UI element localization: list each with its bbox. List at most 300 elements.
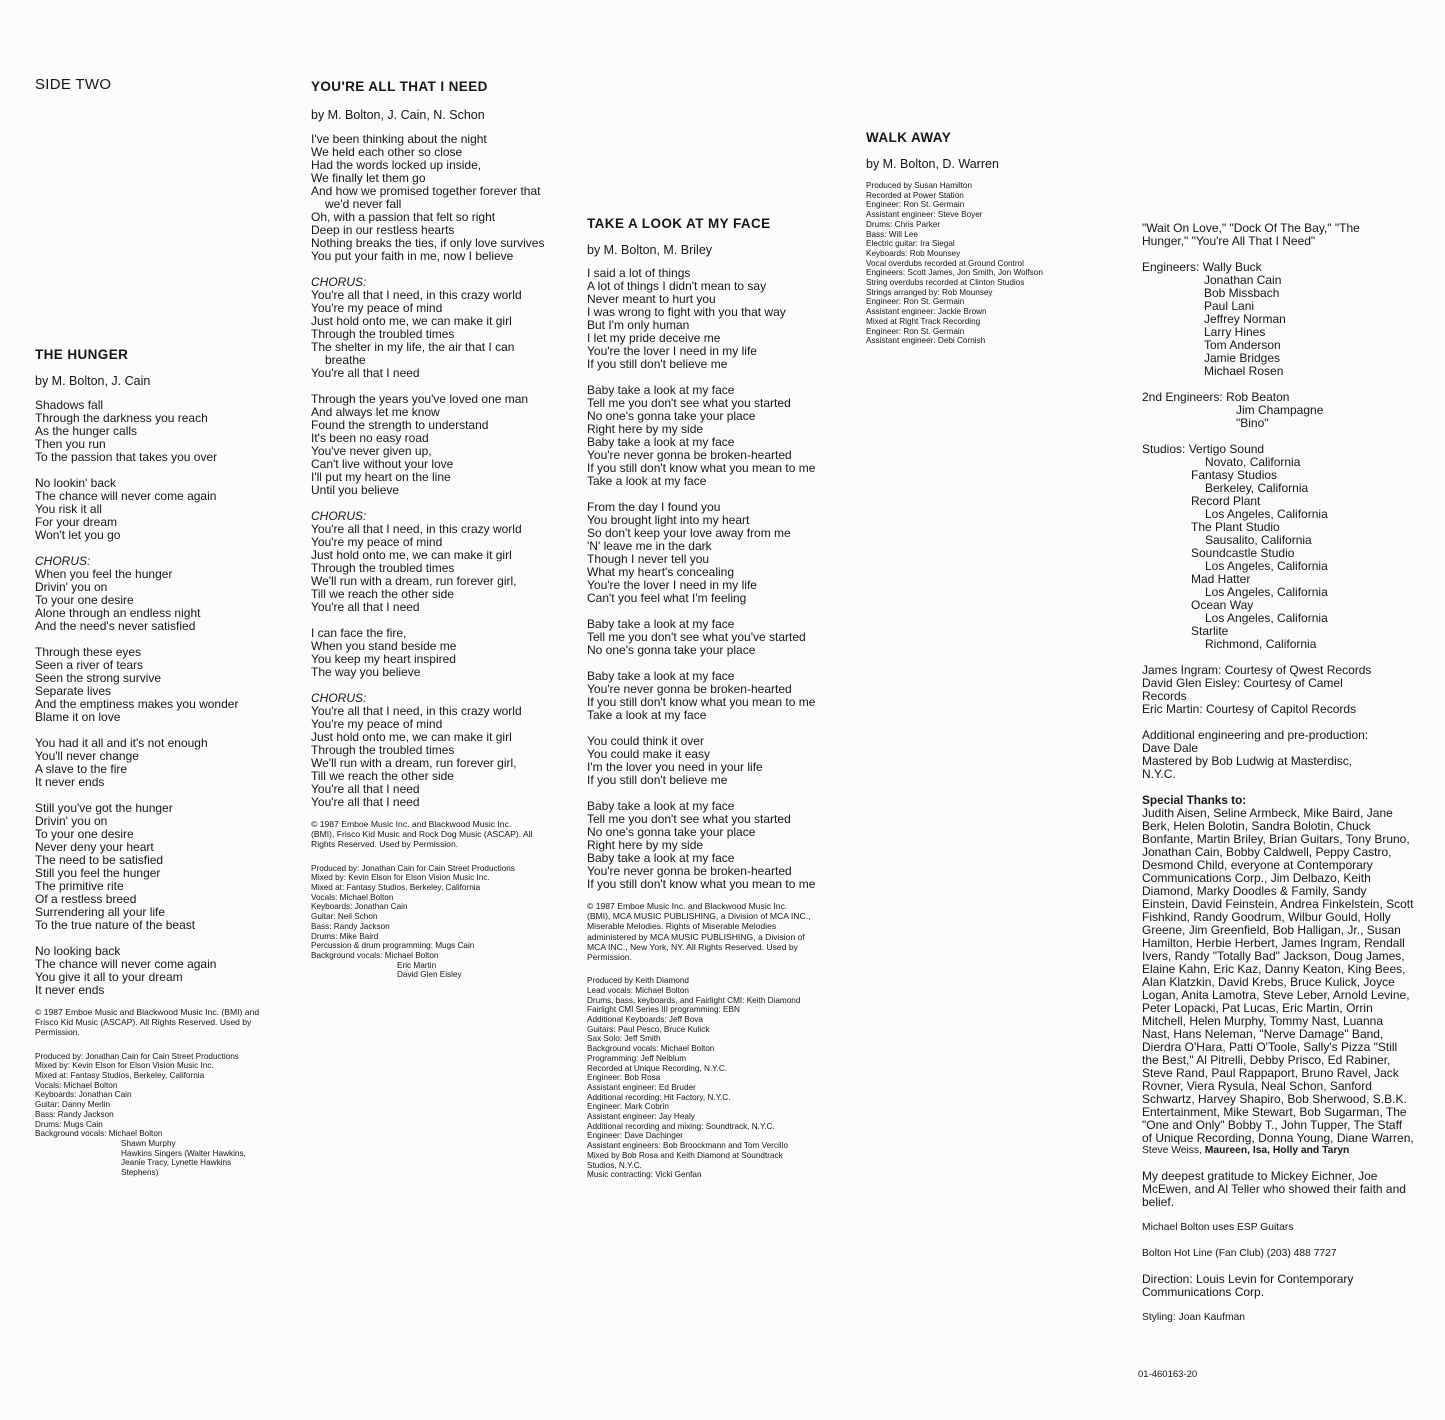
studio-name: Fantasy Studios xyxy=(1191,468,1278,482)
lyric-line: I can face the fire, xyxy=(311,626,407,640)
credit-line: Mixed by: Kevin Elson for Elson Vision Music Inc. xyxy=(311,873,490,883)
engineer-name: Paul Lani xyxy=(1204,299,1255,313)
lyric-line: Tell me you don't see what you started xyxy=(587,396,791,410)
lyric-line: Baby take a look at my face xyxy=(587,799,735,813)
songwriters-hunger: by M. Bolton, J. Cain xyxy=(35,374,151,388)
lyric-line: Baby take a look at my face xyxy=(587,851,735,865)
lyric-line: The chance will never come again xyxy=(35,489,217,503)
engineers-list xyxy=(1142,274,1422,378)
credit-line: Bass: Randy Jackson xyxy=(35,1109,114,1119)
credit-line: Mixed by: Kevin Elson for Elson Vision Music Inc. xyxy=(35,1061,214,1071)
studio-location: Los Angeles, California xyxy=(1205,611,1328,625)
lyric-line: You're my peace of mind xyxy=(311,301,443,315)
lyric-line: And how we promised together forever that xyxy=(311,184,541,198)
lyric-line: No one's gonna take your place xyxy=(587,825,756,839)
lyric-line: You've never given up, xyxy=(311,444,432,458)
gratitude-line: belief. xyxy=(1142,1195,1175,1210)
studio-name: Starlite xyxy=(1191,624,1229,638)
direction-note xyxy=(1142,1273,1422,1299)
lyric-line: I let my pride deceive me xyxy=(587,331,721,345)
credit-line: Music contracting: Vicki Genfan xyxy=(587,1170,702,1180)
lyric-line: Just hold onto me, we can make it girl xyxy=(311,314,512,328)
studio-name: Soundcastle Studio xyxy=(1191,546,1295,560)
lyric-line: The shelter in my life, the air that I can xyxy=(311,340,515,354)
thanks-line: Steve Weiss, xyxy=(1142,1145,1205,1156)
thanks-line: Jonathan Cain, Bobby Caldwell, Peppy Castro, xyxy=(1142,845,1392,859)
lyric-line: I've been thinking about the night xyxy=(311,132,487,146)
lyric-line: Take a look at my face xyxy=(587,474,707,488)
lyric-line: You risk it all xyxy=(35,502,102,516)
lyric-line: Seen the strong survive xyxy=(35,671,162,685)
engineers-block xyxy=(1142,261,1422,378)
lyric-line: It never ends xyxy=(35,983,105,997)
lyric-line: Drivin' you on xyxy=(35,814,108,828)
thanks-line: Hamilton, Herbie Herbert, James Ingram, Rendall xyxy=(1142,936,1405,950)
lyric-stanza xyxy=(587,501,862,605)
lyric-line: No one's gonna take your place xyxy=(587,409,756,423)
lyric-line: No looking back xyxy=(35,944,121,958)
hunger-column xyxy=(35,347,295,1178)
lyric-line: The way you believe xyxy=(311,665,421,679)
lyric-line: Take a look at my face xyxy=(587,708,707,722)
lyric-line: You're all that I need xyxy=(311,782,420,796)
lyric-line: Tell me you don't see what you started xyxy=(587,812,791,826)
engineer-name: Rob Beaton xyxy=(1226,390,1290,404)
lyric-line: You're my peace of mind xyxy=(311,717,443,731)
song-title-hunger: THE HUNGER xyxy=(35,347,129,362)
credit-line: String overdubs recorded at Clinton Studios xyxy=(866,278,1025,288)
thanks-line: Entertainment, Mike Stewart, Bob Sugarman, The xyxy=(1142,1105,1407,1119)
lyric-line: You're all that I need, in this crazy world xyxy=(311,704,522,718)
lyric-line: Then you run xyxy=(35,437,106,451)
engineer-name: Jim Champagne xyxy=(1236,403,1324,417)
lyric-line: We'll run with a dream, run forever girl, xyxy=(311,756,517,770)
lyric-line: Through the troubled times xyxy=(311,561,455,575)
lyric-line: No lookin' back xyxy=(35,476,116,490)
lyric-line: If you still don't know what you mean to me xyxy=(587,461,816,475)
lyric-line: Found the strength to understand xyxy=(311,418,489,432)
lyric-line: To your one desire xyxy=(35,593,134,607)
engineer-name: Michael Rosen xyxy=(1204,364,1284,378)
catalog-number: 01-460163-20 xyxy=(1138,1369,1198,1380)
thanks-line: Peter Lopacki, Pat Lucas, Eric Martin, Orrin xyxy=(1142,1001,1373,1015)
lyric-line: Till we reach the other side xyxy=(311,587,454,601)
lyric-line: You're never gonna be broken-hearted xyxy=(587,864,792,878)
lyric-line: And the need's never satisfied xyxy=(35,619,196,633)
credit-line: Bass: Will Lee xyxy=(866,229,918,239)
lyric-line: So don't keep your love away from me xyxy=(587,526,791,540)
studio-location: Los Angeles, California xyxy=(1205,507,1328,521)
lyric-line: As the hunger calls xyxy=(35,424,138,438)
second-engineers-label: 2nd Engineers: xyxy=(1142,390,1223,404)
lyric-line: Just hold onto me, we can make it girl xyxy=(311,730,512,744)
lyric-stanza xyxy=(587,618,862,657)
credit-line: Drums, bass, keyboards, and Fairlight CMI: Keith Diamond xyxy=(587,995,801,1005)
credit-line: Electric guitar: Ira Siegal xyxy=(866,239,955,249)
credit-line: David Glen Eisley xyxy=(397,970,462,980)
lyric-line: Won't let you go xyxy=(35,528,121,542)
credit-line: Assistant engineer: Debi Cornish xyxy=(866,336,986,346)
credit-line: Engineer: Ron St. Germain xyxy=(866,326,965,336)
lyric-line: From the day I found you xyxy=(587,500,721,514)
courtesy-line: James Ingram: Courtesy of Qwest Records xyxy=(1142,663,1372,677)
copyright-line: Permission. xyxy=(35,1027,80,1038)
courtesy-line: Eric Martin: Courtesy of Capitol Records xyxy=(1142,702,1357,716)
songs-line-text: "Wait On Love," "Dock Of The Bay," "The xyxy=(1142,221,1360,235)
lyric-line: I'll put my heart on the line xyxy=(311,470,451,484)
lyric-stanza xyxy=(311,627,581,679)
additional-line: Mastered by Bob Ludwig at Masterdisc, xyxy=(1142,754,1353,768)
styling-note: Styling: Joan Kaufman xyxy=(1142,1312,1246,1324)
credit-line: Keyboards: Jonathan Cain xyxy=(35,1090,132,1100)
second-engineers-list xyxy=(1142,404,1422,430)
lyric-line: Still you feel the hunger xyxy=(35,866,161,880)
lyric-line: Can't live without your love xyxy=(311,457,454,471)
credits-hunger xyxy=(35,1052,295,1178)
lyric-line: If you still don't know what you mean to me xyxy=(587,695,816,709)
lyric-line: No one's gonna take your place xyxy=(587,643,756,657)
chorus-label: CHORUS: xyxy=(311,275,367,289)
lyric-line: Through the troubled times xyxy=(311,743,455,757)
lyric-line: The need to be satisfied xyxy=(35,853,164,867)
lyric-line: What my heart's concealing xyxy=(587,565,735,579)
lyric-line: You're all that I need, in this crazy world xyxy=(311,522,522,536)
studio-location: Richmond, California xyxy=(1205,637,1317,651)
copyright-hunger xyxy=(35,1007,295,1038)
gratitude-line: My deepest gratitude to Mickey Eichner, Joe xyxy=(1142,1169,1378,1184)
thanks-line: "One and Only" Bobby T., John Tupper, The Staff xyxy=(1142,1118,1403,1132)
lyric-line: Oh, with a passion that felt so right xyxy=(311,210,496,224)
studio-name: Mad Hatter xyxy=(1191,572,1251,586)
lyric-stanza xyxy=(311,133,581,263)
lyric-line: To your one desire xyxy=(35,827,134,841)
lyric-line: Of a restless breed xyxy=(35,892,137,906)
lyric-stanza xyxy=(35,477,295,542)
credit-line: Assistant engineer: Jackie Brown xyxy=(866,307,987,317)
thanks-line: Einstein, David Feinstein, Andrea Finkelstein, Scott xyxy=(1142,897,1414,911)
lyric-line: The primitive rite xyxy=(35,879,124,893)
credit-line: Fairlight CMI Series III programming: EBN xyxy=(587,1005,740,1015)
thanks-line: Schwartz, Harvey Shapiro, Bob Sherwood, S.B.K. xyxy=(1142,1092,1407,1106)
credit-line: Engineer: Dave Dachinger xyxy=(587,1131,684,1141)
credit-line: Additional recording and mixing: Soundtrack, N.Y.C. xyxy=(587,1121,775,1131)
lyric-line: Blame it on love xyxy=(35,710,121,724)
lyric-stanza xyxy=(311,276,581,380)
second-engineers-block xyxy=(1142,391,1422,430)
credit-line: Produced by: Jonathan Cain for Cain Street Productions xyxy=(311,863,515,873)
lyric-line: We held each other so close xyxy=(311,145,463,159)
song-title-walk-away: WALK AWAY xyxy=(866,130,952,145)
credit-line: Assistant engineer: Steve Boyer xyxy=(866,210,983,220)
credit-line: Assistant engineer: Ed Bruder xyxy=(587,1082,696,1092)
credit-line: Engineer: Ron St. Germain xyxy=(866,200,965,210)
fan-club-hotline: Bolton Hot Line (Fan Club) (203) 488 7727 xyxy=(1142,1247,1337,1259)
thanks-line: Elaine Kahn, Eric Kaz, Danny Keaton, King Bees, xyxy=(1142,962,1406,976)
lyric-line: Though I never tell you xyxy=(587,552,710,566)
credit-line: Stephens) xyxy=(121,1168,159,1178)
album-notes-column xyxy=(1142,222,1422,1338)
credit-line: Background vocals: Michael Bolton xyxy=(587,1044,715,1054)
courtesy-line: Records xyxy=(1142,689,1187,703)
lyric-line: When you feel the hunger xyxy=(35,567,173,581)
lyric-line: And always let me know xyxy=(311,405,440,419)
thanks-line: Logan, Anita Lamotra, Steve Leber, Arnold Levine, xyxy=(1142,988,1410,1002)
credit-line: Keyboards: Jonathan Cain xyxy=(311,902,408,912)
lyric-line: The chance will never come again xyxy=(35,957,217,971)
credit-line: Produced by: Jonathan Cain for Cain Street Productions xyxy=(35,1051,239,1061)
engineers-label: Engineers: xyxy=(1142,260,1200,274)
lyric-line: If you still don't know what you mean to me xyxy=(587,877,816,891)
credit-line: Recorded at Unique Recording, N.Y.C. xyxy=(587,1063,728,1073)
thanks-line: Judith Aisen, Seline Armbeck, Mike Baird, Jane xyxy=(1142,806,1393,820)
credit-line: Eric Martin xyxy=(397,960,437,970)
songs-line xyxy=(1142,222,1422,248)
lyric-line: Just hold onto me, we can make it girl xyxy=(311,548,512,562)
lyric-line: Never deny your heart xyxy=(35,840,154,854)
lyric-line: You brought light into my heart xyxy=(587,513,750,527)
copyright-line: © 1987 Emboe Music Inc. and Blackwood Music Inc. xyxy=(311,819,512,829)
lyric-line: Had the words locked up inside, xyxy=(311,158,482,172)
credit-line: Vocals: Michael Bolton xyxy=(311,892,394,902)
copyright-line: Miserable Melodies. Rights of Miserable Melodies xyxy=(587,921,777,932)
credit-line: Bass: Randy Jackson xyxy=(311,921,390,931)
lyric-line: You keep my heart inspired xyxy=(311,652,456,666)
credit-line: Produced by Keith Diamond xyxy=(587,976,689,986)
lyric-line: I'm the lover you need in your life xyxy=(587,760,763,774)
credit-line: Mixed by Bob Rosa and Keith Diamond at Soundtrack xyxy=(587,1150,783,1160)
lyric-stanza xyxy=(311,510,581,614)
guitars-note: Michael Bolton uses ESP Guitars xyxy=(1142,1222,1294,1234)
thanks-line: Dierdra O'Hara, Patti O'Toole, Sally's Pizza "Still xyxy=(1142,1040,1398,1054)
credit-line: Vocal overdubs recorded at Ground Control xyxy=(866,258,1024,268)
engineer-name: Jeffrey Norman xyxy=(1204,312,1286,326)
lyric-line: Through the troubled times xyxy=(311,327,455,341)
credit-line: Drums: Mike Baird xyxy=(311,931,379,941)
lyric-line: You're my peace of mind xyxy=(311,535,443,549)
lyric-stanza xyxy=(35,737,295,789)
studio-location: Sausalito, California xyxy=(1205,533,1312,547)
copyright-line: (BMI), MCA MUSIC PUBLISHING, a Division of MCA INC., xyxy=(587,911,811,922)
lyric-line: A slave to the fire xyxy=(35,762,128,776)
lyric-line: Can't you feel what I'm feeling xyxy=(587,591,747,605)
credit-line: Engineer: Mark Cobrin xyxy=(587,1102,669,1112)
courtesy-block xyxy=(1142,664,1422,716)
lyric-line: Surrendering all your life xyxy=(35,905,166,919)
thanks-line: Fishkind, Randy Goodrum, Wilbur Gould, Holly xyxy=(1142,910,1391,924)
credit-line: Sax Solo: Jeff Smith xyxy=(587,1034,661,1044)
studio-name: The Plant Studio xyxy=(1191,520,1280,534)
copyright-line: Rights Reserved. Used by Permission. xyxy=(311,839,459,850)
studio-location: Novato, California xyxy=(1205,455,1301,469)
copyright-line: MCA INC., New York, NY. All Rights Reserved. Used by xyxy=(587,941,798,952)
lyric-line: You're the lover I need in my life xyxy=(587,344,757,358)
walk-away-column xyxy=(866,130,1116,346)
lyric-line: we'd never fall xyxy=(325,197,402,211)
lyric-line: And the emptiness makes you wonder xyxy=(35,697,239,711)
lyric-line: Tell me you don't see what you've started xyxy=(587,630,806,644)
lyric-line: Shadows fall xyxy=(35,398,104,412)
lyric-line: To the true nature of the beast xyxy=(35,918,196,932)
lyric-line: Seen a river of tears xyxy=(35,658,144,672)
courtesy-line: David Glen Eisley: Courtesy of Camel xyxy=(1142,676,1343,690)
copyright-line: Permission. xyxy=(587,952,632,963)
credit-line: Background vocals: Michael Bolton xyxy=(311,950,439,960)
thanks-line: Steve Rand, Paul Rappaport, Bruno Ravel, Jack xyxy=(1142,1066,1399,1080)
lyric-line: Alone through an endless night xyxy=(35,606,201,620)
lyric-line: Never meant to hurt you xyxy=(587,292,716,306)
credit-line: Percussion & drum programming: Mugs Cain xyxy=(311,941,475,951)
lyric-stanza xyxy=(587,267,862,371)
credit-line: Strings arranged by: Rob Mounsey xyxy=(866,287,993,297)
lyric-line: You're the lover I need in my life xyxy=(587,578,757,592)
lyric-stanza xyxy=(311,393,581,497)
lyric-line: You're all that I need, in this crazy world xyxy=(311,288,522,302)
copyright-line: © 1987 Emboe Music Inc. and Blackwood Music Inc. xyxy=(587,901,788,911)
gratitude-line: McEwen, and Al Teller who showed their faith and xyxy=(1142,1182,1406,1197)
song-title-look-at-my-face: TAKE A LOOK AT MY FACE xyxy=(587,216,771,231)
studio-location: Berkeley, California xyxy=(1205,481,1309,495)
thanks-line: Rovner, Viera Rysula, Neal Schon, Sanford xyxy=(1142,1079,1372,1093)
lyric-line: You're all that I need xyxy=(311,600,420,614)
credit-line: Mixed at Right Track Recording xyxy=(866,316,981,326)
lyric-line: Right here by my side xyxy=(587,422,704,436)
copyright-look-at-my-face xyxy=(587,901,862,962)
additional-line: Additional engineering and pre-production: xyxy=(1142,728,1369,742)
lyric-line: You're all that I need xyxy=(311,795,420,809)
credit-line: Produced by Susan Hamilton xyxy=(866,181,973,190)
lyric-line: To the passion that takes you over xyxy=(35,450,218,464)
lyric-line: Deep in our restless hearts xyxy=(311,223,455,237)
credit-line: Additional Keyboards: Jeff Bova xyxy=(587,1015,703,1025)
credits-look-at-my-face xyxy=(587,976,862,1180)
lyric-line: When you stand beside me xyxy=(311,639,457,653)
credit-line: Mixed at: Fantasy Studios, Berkeley, California xyxy=(35,1071,205,1081)
lyric-line: You could make it easy xyxy=(587,747,710,761)
studio-location: Los Angeles, California xyxy=(1205,559,1328,573)
lyric-line: You give it all to your dream xyxy=(35,970,183,984)
studio-location: Los Angeles, California xyxy=(1205,585,1328,599)
additional-line: Dave Dale xyxy=(1142,741,1199,755)
credit-line: Shawn Murphy xyxy=(121,1138,176,1148)
thanks-line: Communications Corp., Jim Delbazo, Keith xyxy=(1142,871,1371,885)
lyric-line: Baby take a look at my face xyxy=(587,435,735,449)
credit-line: Guitar: Danny Merlin xyxy=(35,1100,111,1110)
lyric-line: You put your faith in me, now I believe xyxy=(311,249,514,263)
lyric-line: Drivin' you on xyxy=(35,580,108,594)
lyric-line: Baby take a look at my face xyxy=(587,383,735,397)
studios-label: Studios: xyxy=(1142,442,1186,456)
lyric-stanza xyxy=(587,735,862,787)
thanks-line: the Best," Al Pitrelli, Debby Prisco, Ed Rabiner, xyxy=(1142,1053,1391,1067)
thanks-line: Diamond, Marky Doodles & Family, Sandy xyxy=(1142,884,1367,898)
copyright-line: Frisco Kid Music (ASCAP). All Rights Reserved. Used by xyxy=(35,1017,252,1028)
credit-line: Engineers: Scott James, Jon Smith, Jon Wolfson xyxy=(866,268,1043,278)
lyric-line: I said a lot of things xyxy=(587,266,691,280)
credits-all-that-i-need xyxy=(311,864,581,980)
credit-line: Jeanie Tracy, Lynette Hawkins xyxy=(121,1158,232,1168)
engineer-name: Jamie Bridges xyxy=(1204,351,1281,365)
credit-line: Guitar: Neil Schon xyxy=(311,912,378,922)
credit-line: Keyboards: Rob Mounsey xyxy=(866,248,961,258)
credit-line: Additional recording: Hit Factory, N.Y.C. xyxy=(587,1092,731,1102)
studios-block xyxy=(1142,443,1422,651)
lyrics-look-at-my-face xyxy=(587,267,862,891)
lyric-stanza xyxy=(587,800,862,891)
direction-line: Direction: Louis Levin for Contemporary xyxy=(1142,1272,1354,1287)
lyric-stanza xyxy=(587,384,862,488)
side-label: SIDE TWO xyxy=(35,76,112,93)
lyric-line: You had it all and it's not enough xyxy=(35,736,208,750)
lyric-stanza xyxy=(35,945,295,997)
songs-line-text: Hunger," "You're All That I Need" xyxy=(1142,234,1316,248)
look-at-my-face-column xyxy=(587,216,862,1180)
song-title-all-that-i-need: YOU'RE ALL THAT I NEED xyxy=(311,79,488,94)
special-thanks-block xyxy=(1142,807,1422,1157)
lyrics-all-that-i-need xyxy=(311,133,581,809)
credit-line: Guitars: Paul Pesco, Bruce Kulick xyxy=(587,1024,710,1034)
lyric-line: Baby take a look at my face xyxy=(587,669,735,683)
lyric-line: If you still don't believe me xyxy=(587,773,728,787)
studio-name: Vertigo Sound xyxy=(1188,442,1265,456)
engineer-name: "Bino" xyxy=(1236,416,1269,430)
lyric-line: We finally let them go xyxy=(311,171,426,185)
credit-line: Programming: Jeff Neiblum xyxy=(587,1053,687,1063)
additional-line: N.Y.C. xyxy=(1142,767,1176,781)
lyric-line: A lot of things I didn't mean to say xyxy=(587,279,767,293)
thanks-line: Berk, Helen Bolotin, Sandra Bolotin, Chuck xyxy=(1142,819,1371,833)
copyright-line: (BMI), Frisco Kid Music and Rock Dog Music (ASCAP). All xyxy=(311,829,533,840)
lyric-line: It never ends xyxy=(35,775,105,789)
lyric-stanza xyxy=(35,802,295,932)
lyric-line: For your dream xyxy=(35,515,118,529)
lyric-stanza xyxy=(311,692,581,809)
thanks-line: of Unique Recording, Donna Young, Diane Warren, xyxy=(1142,1131,1414,1145)
credit-line: Recorded at Power Station xyxy=(866,190,964,200)
lyric-line: It's been no easy road xyxy=(311,431,429,445)
credit-line: Engineer: Bob Rosa xyxy=(587,1073,661,1083)
lyric-line: Through the darkness you reach xyxy=(35,411,208,425)
chorus-label: CHORUS: xyxy=(311,691,367,705)
engineer-name: Jonathan Cain xyxy=(1204,273,1282,287)
credit-line: Lead vocals: Michael Bolton xyxy=(587,985,689,995)
credit-line: Assistant engineer: Jay Healy xyxy=(587,1112,695,1122)
lyric-line: Still you've got the hunger xyxy=(35,801,173,815)
thanks-line: Bonfante, Martin Briley, Brian Guitars, Tony Bruno, xyxy=(1142,832,1410,846)
credits-walk-away xyxy=(866,181,1116,346)
lyric-line: 'N' leave me in the dark xyxy=(587,539,712,553)
studio-name: Ocean Way xyxy=(1191,598,1254,612)
chorus-label: CHORUS: xyxy=(311,509,367,523)
chorus-label: CHORUS: xyxy=(35,554,91,568)
gratitude-note xyxy=(1142,1170,1422,1209)
engineer-name: Wally Buck xyxy=(1202,260,1262,274)
lyric-line: Nothing breaks the ties, if only love survives xyxy=(311,236,545,250)
lyric-stanza xyxy=(587,670,862,722)
copyright-all-that-i-need xyxy=(311,819,581,850)
copyright-line: administered by MCA MUSIC PUBLISHING, a Division of xyxy=(587,931,805,942)
lyric-line: We'll run with a dream, run forever girl, xyxy=(311,574,517,588)
thanks-line: Alan Klatzkin, David Krebs, Bruce Kulick, Joyce xyxy=(1142,975,1395,989)
lyric-line: Through the years you've loved one man xyxy=(311,392,529,406)
special-thanks-heading: Special Thanks to: xyxy=(1142,793,1247,807)
studios-list xyxy=(1142,456,1422,651)
lyrics-hunger xyxy=(35,399,295,997)
lyric-line: Till we reach the other side xyxy=(311,769,454,783)
thanks-line: Greene, Jim Greenfield, Bob Halligan, Jr., Susan xyxy=(1142,923,1401,937)
lyric-stanza xyxy=(35,399,295,464)
all-that-i-need-column xyxy=(311,79,581,980)
lyric-line: You're never gonna be broken-hearted xyxy=(587,448,792,462)
